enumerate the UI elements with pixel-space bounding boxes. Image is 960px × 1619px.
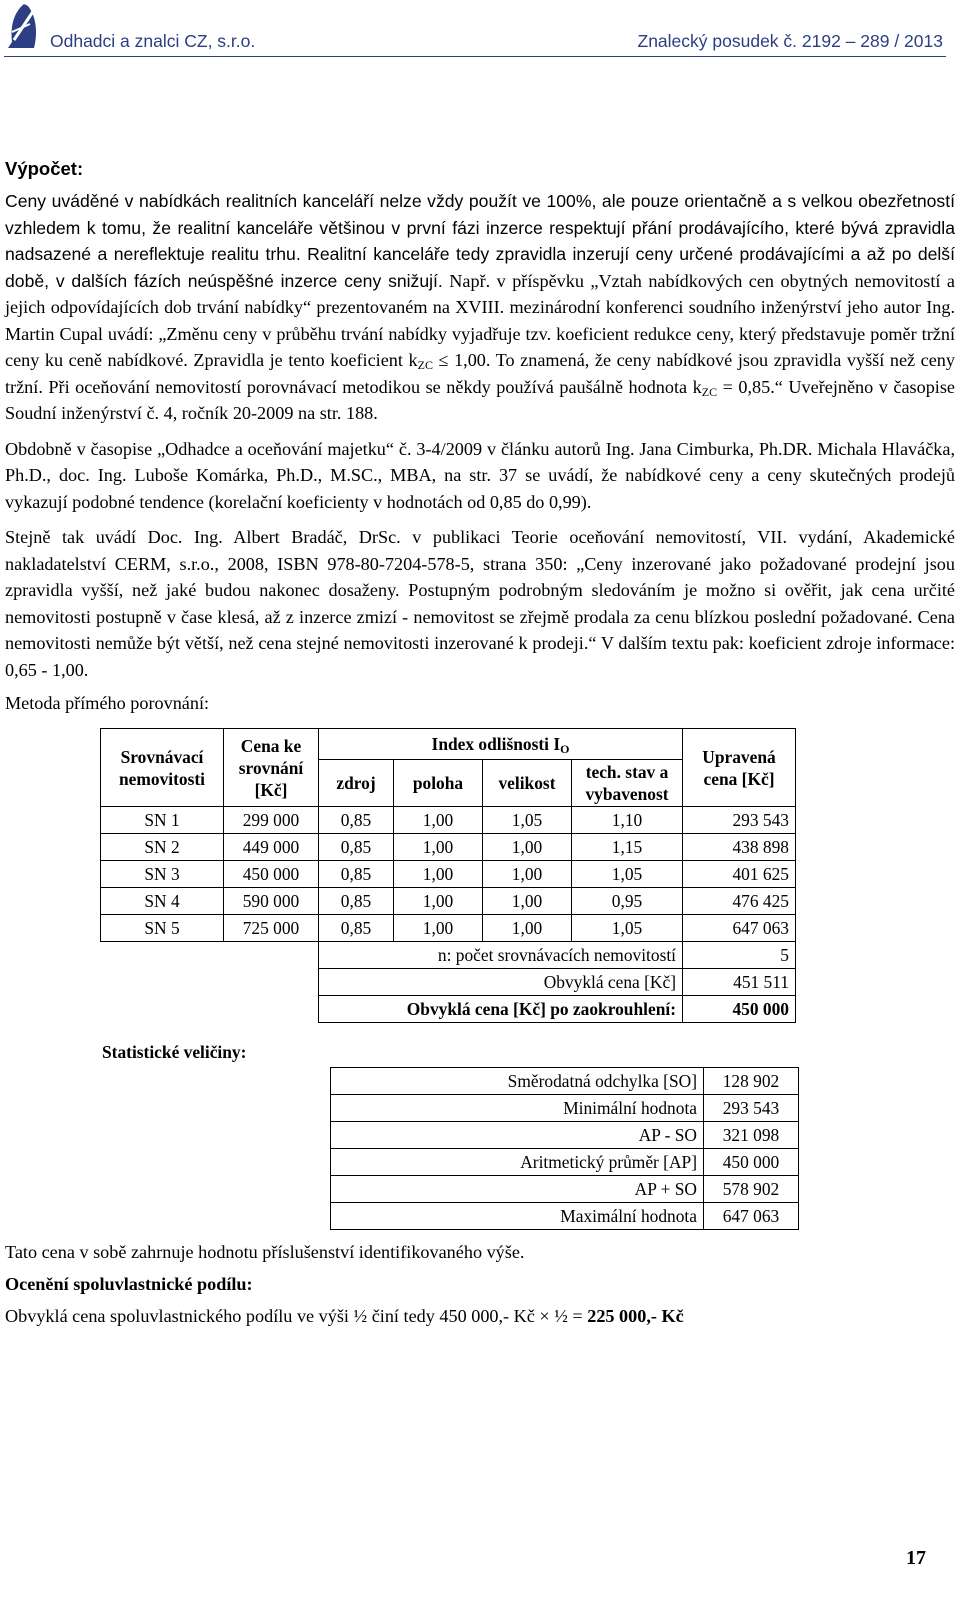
page-content [5,158,955,1329]
col-header-adjusted: Upravená cena [Kč] [683,729,796,807]
col-header-state: tech. stav a vybavenost [572,760,683,807]
coownership-title: Ocenění spoluvlastnické podílu: [5,1274,253,1294]
col-header-source: zdroj [319,760,394,807]
page-number: 17 [906,1547,926,1569]
col-header-property: Srovnávací nemovitosti [101,729,224,807]
accessories-note: Tato cena v sobě zahrnuje hodnotu příslušenství identifikovaného výše. [5,1242,525,1262]
table-row: Směrodatná odchylka [SO] 128 902 [331,1068,799,1095]
col-header-price: Cena ke srovnání [Kč] [224,729,319,807]
header-company: Odhadci a znalci CZ, s.r.o. [50,31,256,51]
page-header [0,0,960,60]
statistics-title: Statistické veličiny: [102,1042,247,1062]
coownership-result: Obvyklá cena spoluvlastnického podílu ve výši ½ činí tedy 450 000,- Kč × ½ = 225 000,- Kč [5,1306,684,1326]
col-header-location: poloha [394,760,483,807]
company-logo-icon [4,2,40,50]
col-header-size: velikost [483,760,572,807]
table-row: SN 1 299 000 0,85 1,00 1,05 1,10 293 543 [101,807,796,834]
table-row: SN 2 449 000 0,85 1,00 1,00 1,15 438 898 [101,834,796,861]
paragraph-intro: Ceny uváděné v nabídkách realitních kanceláří nelze vždy použít ve 100%, ale pouze orientačně a s velkou obezřetností vzhledem k tomu, že realitní kanceláře většinou v první fázi inzerce respektují přání prodávajícího, které bývá zpravidla nadsazené a nereflektuje realitu trhu. Realitní kanceláře tedy zpravidla inzerují ceny určené prodávajícími a až po delší době, v dalších fázích neúspěšné inzerce ceny snižují. Např. v příspěvku „Vztah nabídkových cen obytných nemovitostí a jejich odpovídajících dob trvání nabídky“ prezentovaném na XVIII. mezinárodní konferenci soudního inženýrství jeho autor Ing. Martin Cupal uvádí: „Změnu ceny v průběhu trvání nabídky vyjadřuje tzv. koeficient redukce ceny, který představuje poměr tržní ceny ku ceně nabídkové. Zpravidla je tento koeficient $k_{ZC} \le 1,00$. To znamená, že ceny nabídkové jsou zpravidla vyšší než ceny tržní. Při oceňování nemovitostí porovnávací metodikou se někdy používá paušálně hodnota $k_{ZC}$ = 0,85.“ Uveřejněno v časopise Soudní inženýrství č. 4, ročník 20-2009 na str. 188. [5,191,955,423]
table-row: SN 4 590 000 0,85 1,00 1,00 0,95 476 425 [101,888,796,915]
table-row: AP - SO 321 098 [331,1122,799,1149]
comparison-table [100,728,796,1023]
table-row: Aritmetický průměr [AP] 450 000 [331,1149,799,1176]
section-title: Výpočet: [5,158,84,179]
table-row: AP + SO 578 902 [331,1176,799,1203]
statistics-table [330,1067,799,1230]
header-reference: Znalecký posudek č. 2192 – 289 / 2013 [637,31,943,51]
header-divider [4,56,946,57]
table-row: Maximální hodnota 647 063 [331,1203,799,1230]
summary-row-count: n: počet srovnávacích nemovitostí 5 [101,942,796,969]
summary-row-rounded: Obvyklá cena [Kč] po zaokrouhlení: 450 000 [101,996,796,1023]
summary-row-usual: Obvyklá cena [Kč] 451 511 [101,969,796,996]
paragraph-bradac: Stejně tak uvádí Doc. Ing. Albert Bradáč, DrSc. v publikaci Teorie oceňování nemovitostí, VII. vydání, Akademické nakladatelství CERM, s.r.o., 2008, ISBN 978-80-7204-578-5, strana 350: „Ceny inzerované jako požadované prodejní jsou zpravidla vyšší, než jaké budou nakonec dosaženy. Postupným podrobným sledováním je možno si ověřit, jak cena určité nemovitosti postupně v čase klesá, až z inzerce zmizí - nemovitost se zřejmě prodala za cenu blízkou poslední požadované. Cena nemovitosti nemůže být větší, než cena stejné nemovitosti inzerované k prodeji.“ V dalším textu pak: koeficient zdroje informace: 0,65 - 1,00. [5,527,955,680]
method-label: Metoda přímého porovnání: [5,693,210,713]
table-row: Minimální hodnota 293 543 [331,1095,799,1122]
table-row: SN 5 725 000 0,85 1,00 1,00 1,05 647 063 [101,915,796,942]
col-header-index: Index odlišnosti $I_O$ [319,729,683,760]
statistics-section [5,1029,955,1239]
table-row: SN 3 450 000 0,85 1,00 1,00 1,05 401 625 [101,861,796,888]
paragraph-similarly: Obdobně v časopise „Odhadce a oceňování majetku“ č. 3-4/2009 v článku autorů Ing. Jana Cimburka, Ph.DR. Michala Hlaváčka, Ph.D., doc. Ing. Luboše Komárka, Ph.D., M.SC., MBA, na str. 37 se uvádí, že nabídkové ceny a ceny skutečných prodejů vykazují podobné tendence (korelační koeficienty v hodnotách od 0,85 do 0,99). [5,438,955,512]
